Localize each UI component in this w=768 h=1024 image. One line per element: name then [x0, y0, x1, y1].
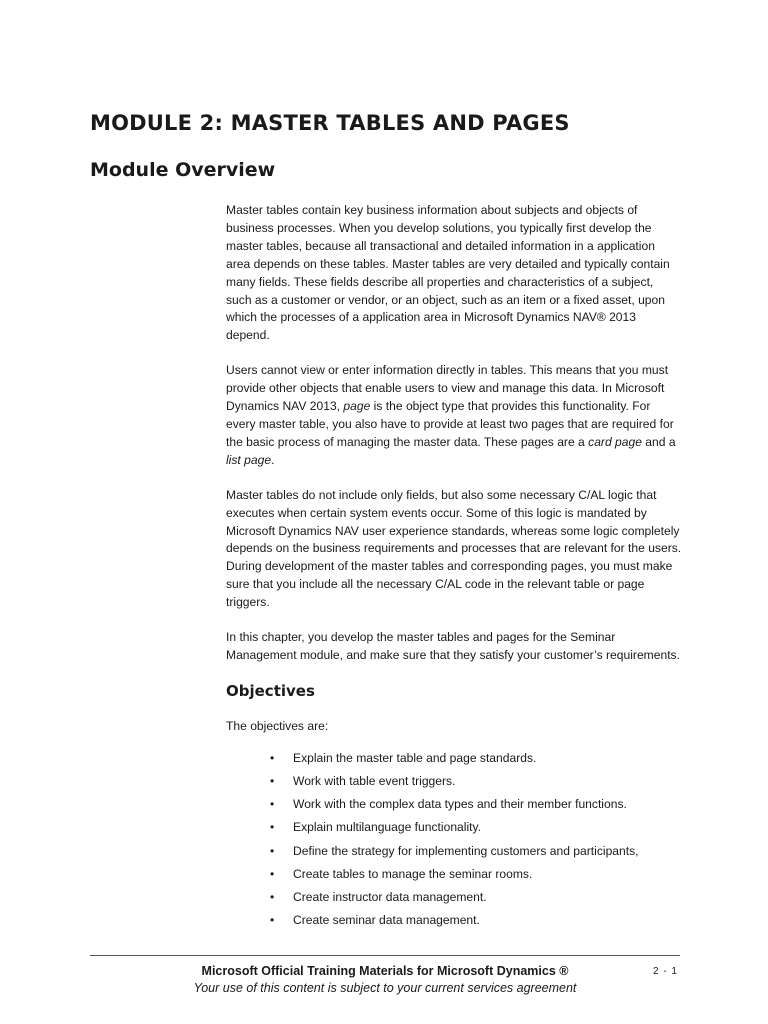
list-item-text: Create tables to manage the seminar rooms.: [293, 866, 533, 881]
paragraph-2-term-list-page: list page: [226, 452, 272, 467]
list-item-text: Define the strategy for implementing customers and participants,: [293, 843, 639, 858]
list-item: [226, 889, 682, 906]
bullet-icon: •: [270, 843, 275, 858]
paragraph-2: [226, 362, 682, 469]
footer-notice: Your use of this content is subject to your current services agreement: [193, 981, 577, 995]
bullet-icon: •: [270, 889, 275, 904]
paragraph-3: Master tables do not include only fields, but also some necessary C/AL logic that executes when certain system events occur. Some of this logic is mandated by Microsoft Dynamics NAV user experience standards, whereas some logic completely depends on the business requirements and processes that are relevant for the users. During development of the master tables and corresponding pages, you must make sure that you include all the necessary C/AL code in the relevant table or page triggers.: [226, 487, 682, 610]
list-item-text: Create seminar data management.: [293, 913, 480, 928]
module-title: MODULE 2: MASTER TABLES AND PAGES: [90, 111, 570, 135]
objectives-list: [226, 750, 682, 929]
list-item: [226, 912, 682, 929]
page-number: 2 - 1: [652, 966, 678, 977]
bullet-icon: •: [270, 866, 275, 881]
list-item: [226, 773, 682, 790]
objectives-heading: Objectives: [226, 681, 315, 700]
list-item-text: Explain the master table and page standards.: [293, 750, 537, 765]
list-item-text: Work with the complex data types and their member functions.: [293, 797, 627, 812]
list-item-text: Work with table event triggers.: [293, 774, 456, 789]
section-title: Module Overview: [90, 159, 276, 181]
objectives-intro: The objectives are:: [226, 718, 329, 733]
bullet-icon: •: [270, 797, 275, 812]
list-item-text: Explain multilanguage functionality.: [293, 820, 482, 835]
footer-title: Microsoft Official Training Materials for Microsoft Dynamics ®: [201, 964, 569, 978]
paragraph-2-term-page: page: [343, 399, 371, 414]
list-item-text: Create instructor data management.: [293, 889, 487, 904]
paragraph-1: Master tables contain key business information about subjects and objects of business processes. When you develop solutions, you typically first develop the master tables, because all transactional and detailed information in a application area depends on these tables. Master tables are very detailed and typically contain many fields. These fields describe all properties and characteristics of a subject, such as a customer or vendor, or an object, such as an item or a fixed asset, upon which the processes of a application area in Microsoft Dynamics NAV® 2013 depend.: [226, 203, 670, 343]
list-item: [226, 843, 682, 860]
list-item: [226, 866, 682, 883]
bullet-icon: •: [270, 820, 275, 835]
paragraph-2-term-card-page: card page: [588, 434, 642, 449]
body-content: [226, 202, 682, 935]
bullet-icon: •: [270, 913, 275, 928]
paragraph-2-text-c: is the object type that provides this functionality. For every master table, you also have to provide at least two pages that are required for the basic process of managing the master data. These pages are a: [226, 399, 674, 449]
paragraph-2-text-a: Users cannot view or enter information directly in tables. This means that you must provide other objects that enable users to view and manage this data. In Microsoft Dynamics NAV 2013,: [226, 363, 669, 414]
list-item: [226, 796, 682, 813]
paragraph-4: In this chapter, you develop the master tables and pages for the Seminar Management module, and make sure that they satisfy your customer’s requirements.: [226, 630, 680, 662]
list-item: [226, 750, 682, 767]
bullet-icon: •: [270, 774, 275, 789]
footer-divider: [90, 955, 680, 956]
paragraph-2-text-e: and a: [641, 434, 676, 449]
list-item: [226, 819, 682, 836]
bullet-icon: •: [270, 750, 275, 765]
paragraph-2-text-g: .: [271, 452, 275, 467]
